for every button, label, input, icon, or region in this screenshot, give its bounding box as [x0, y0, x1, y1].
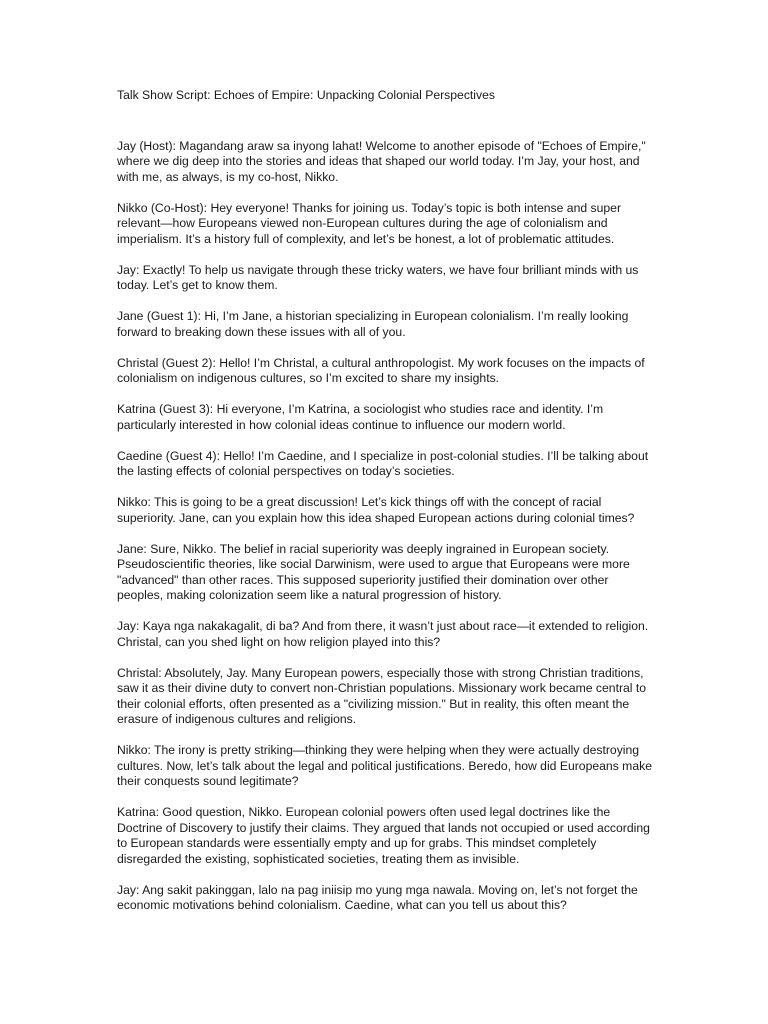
script-paragraph: Jay (Host): Magandang araw sa inyong lahat! Welcome to another episode of "Echoes of Empire," where we dig deep into the stories and ideas that shaped our world today. I’m Jay, your host, and with me, as always, is my co-host, Nikko. [117, 138, 646, 184]
document-page [117, 88, 657, 929]
script-paragraph: Nikko: The irony is pretty striking—thinking they were helping when they were actually destroying cultures. Now, let’s talk about the legal and political justifications. Beredo, how did Europeans make their conquests sound legitimate? [117, 743, 652, 788]
script-paragraph: Christal: Absolutely, Jay. Many European powers, especially those with strong Christian traditions, saw it as their divine duty to convert non-Christian populations. Missionary work became central to their colonial efforts, often presented as a "civilizing mission." But in reality, this often meant the erasure of indigenous cultures and religions. [117, 665, 647, 726]
script-paragraph: Jay: Ang sakit pakinggan, lalo na pag iniisip mo yung mga nawala. Moving on, let’s not forget the economic motivations behind colonialism. Caedine, what can you tell us about this? [117, 882, 638, 912]
script-paragraph: Jane (Guest 1): Hi, I’m Jane, a historian specializing in European colonialism. I’m really looking forward to breaking down these issues with all of you. [117, 309, 629, 339]
script-paragraph: Jane: Sure, Nikko. The belief in racial superiority was deeply ingrained in European society. Pseudoscientific theories, like social Darwinism, were used to argue that Europeans were more "advanced" than other races. This supposed superiority justified their domination over other peoples, making colonization seem like a natural progression of history. [117, 541, 630, 602]
script-paragraph: Christal (Guest 2): Hello! I’m Christal, a cultural anthropologist. My work focuses on the impacts of colonialism on indigenous cultures, so I’m excited to share my insights. [117, 355, 645, 385]
script-paragraph: Katrina (Guest 3): Hi everyone, I’m Katrina, a sociologist who studies race and identity. I’m particularly interested in how colonial ideas continue to influence our modern world. [117, 402, 604, 432]
script-paragraph: Nikko (Co-Host): Hey everyone! Thanks for joining us. Today’s topic is both intense and super relevant—how Europeans viewed non-European cultures during the age of colonialism and imperialism. It’s a history full of complexity, and let’s be honest, a lot of problematic attitudes. [117, 200, 622, 246]
script-paragraph: Jay: Kaya nga nakakagalit, di ba? And from there, it wasn’t just about race—it extended to religion. Christal, can you shed light on how religion played into this? [117, 619, 649, 649]
script-paragraph: Nikko: This is going to be a great discussion! Let’s kick things off with the concept of racial superiority. Jane, can you explain how this idea shaped European actions during colonial times? [117, 495, 635, 525]
script-paragraph: Katrina: Good question, Nikko. European colonial powers often used legal doctrines like the Doctrine of Discovery to justify their claims. They argued that lands not occupied or used according to European standards were essentially empty and up for grabs. This mindset completely disregarded the existing, sophisticated societies, treating them as invisible. [117, 805, 650, 866]
script-paragraph: Jay: Exactly! To help us navigate through these tricky waters, we have four brilliant minds with us today. Let’s get to know them. [117, 262, 639, 292]
script-paragraph: Caedine (Guest 4): Hello! I’m Caedine, and I specialize in post-colonial studies. I’ll be talking about the lasting effects of colonial perspectives on today’s societies. [117, 448, 649, 478]
document-title: Talk Show Script: Echoes of Empire: Unpacking Colonial Perspectives [117, 88, 495, 102]
